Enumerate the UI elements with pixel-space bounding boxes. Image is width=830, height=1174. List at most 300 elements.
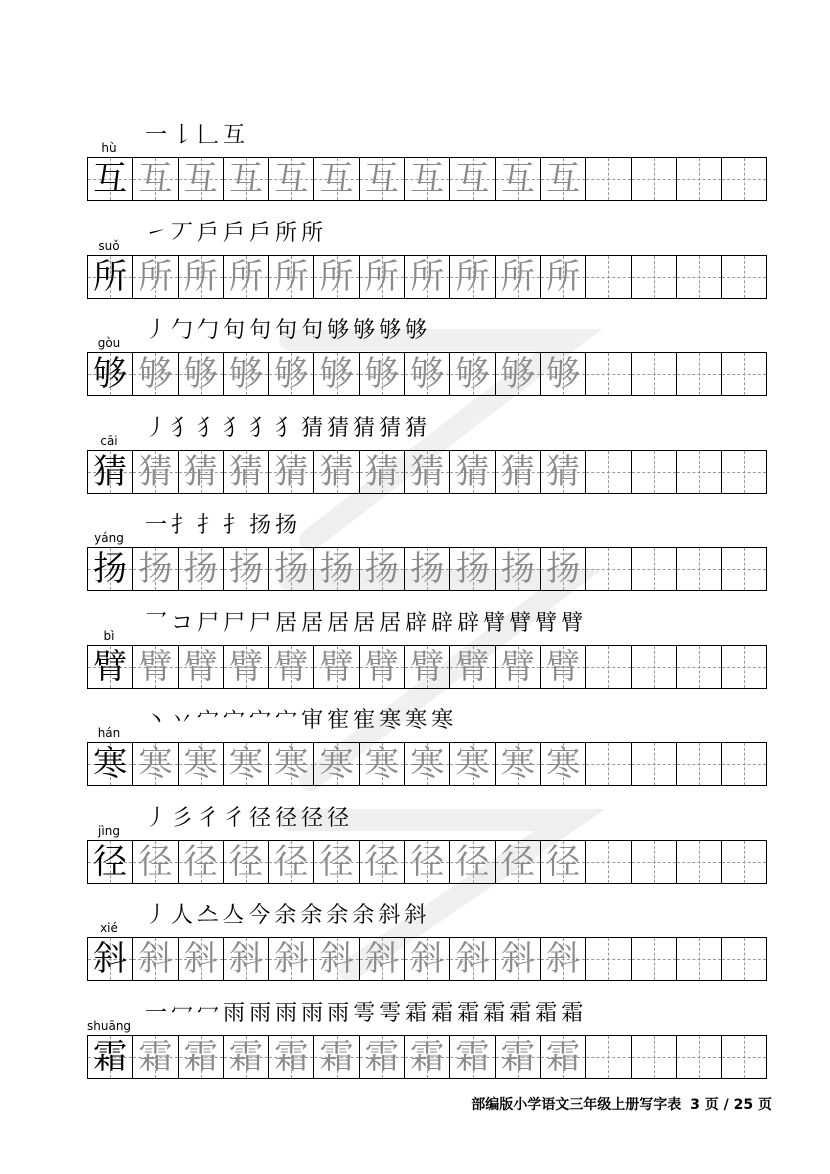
tianzige-grid	[87, 840, 767, 884]
trace-character: 寒	[546, 744, 581, 784]
trace-cell	[496, 841, 541, 883]
trace-character: 猜	[274, 451, 309, 492]
stroke-step: 臂	[535, 610, 558, 636]
trace-cell	[450, 256, 495, 298]
stroke-order	[145, 505, 301, 541]
trace-cell	[405, 938, 450, 980]
trace-cell	[314, 841, 359, 883]
stroke-step: 雨	[327, 1000, 350, 1026]
trace-cell	[360, 548, 405, 590]
trace-cell	[269, 548, 314, 590]
blank-cell	[632, 646, 677, 688]
model-cell	[88, 938, 133, 980]
blank-cell	[632, 841, 677, 883]
stroke-step: 够	[353, 318, 376, 343]
stroke-step: 辟	[405, 610, 428, 636]
stroke-step: 彳	[223, 805, 246, 831]
stroke-step: 雨	[275, 1000, 298, 1026]
character-entry	[87, 700, 767, 790]
tianzige-grid	[87, 450, 767, 494]
trace-cell	[541, 743, 586, 785]
trace-cell	[133, 841, 178, 883]
trace-character: 臂	[274, 646, 309, 687]
trace-character: 径	[229, 841, 264, 882]
stroke-step: 彡	[171, 805, 194, 831]
trace-cell	[541, 451, 586, 493]
trace-character: 臂	[364, 646, 399, 687]
stroke-step: 寉	[353, 708, 376, 733]
stroke-step: 余	[352, 903, 375, 928]
blank-cell	[677, 938, 722, 980]
trace-character: 寒	[274, 744, 309, 784]
trace-character: 斜	[274, 939, 309, 979]
trace-character: 猜	[410, 451, 445, 492]
trace-character: 霜	[410, 1036, 445, 1077]
trace-cell	[496, 353, 541, 395]
trace-cell	[496, 451, 541, 493]
stroke-order	[145, 700, 457, 736]
stroke-order	[145, 993, 587, 1029]
trace-character: 寒	[319, 744, 354, 784]
blank-cell	[722, 548, 766, 590]
stroke-step: 寒	[379, 708, 402, 733]
stroke-step: 霜	[405, 1000, 428, 1026]
trace-character: 所	[183, 256, 218, 297]
stroke-step: 𠄌	[171, 123, 194, 148]
blank-cell	[586, 938, 631, 980]
blank-cell	[677, 256, 722, 298]
trace-cell	[133, 646, 178, 688]
stroke-step: 居	[275, 610, 298, 636]
blank-cell	[677, 646, 722, 688]
stroke-step: 猜	[327, 415, 350, 441]
trace-character: 扬	[410, 549, 445, 589]
trace-cell	[360, 743, 405, 785]
stroke-step: 够	[379, 318, 402, 343]
model-cell	[88, 646, 133, 688]
trace-cell	[360, 1036, 405, 1078]
model-character: 臂	[93, 646, 128, 687]
stroke-step: 雩	[353, 1000, 376, 1026]
stroke-step: 寉	[327, 708, 350, 733]
tianzige-grid	[87, 255, 767, 299]
trace-cell	[179, 451, 224, 493]
model-character: 够	[93, 354, 128, 394]
trace-cell	[269, 451, 314, 493]
stroke-step: 冖	[197, 1000, 220, 1026]
trace-cell	[314, 158, 359, 200]
trace-character: 猜	[546, 451, 581, 492]
stroke-step: 丿	[145, 805, 168, 831]
trace-cell	[133, 548, 178, 590]
stroke-step: 스	[197, 903, 219, 928]
trace-cell	[179, 548, 224, 590]
trace-character: 够	[183, 354, 218, 394]
stroke-step: 犭	[223, 415, 246, 441]
stroke-step: 臂	[483, 610, 506, 636]
trace-character: 霜	[364, 1036, 399, 1077]
trace-cell	[179, 353, 224, 395]
stroke-step: 犭	[171, 415, 194, 441]
trace-character: 臂	[319, 646, 354, 687]
trace-character: 猜	[455, 451, 490, 492]
tianzige-grid	[87, 742, 767, 786]
stroke-step: 一	[145, 513, 168, 538]
trace-character: 互	[546, 159, 581, 199]
character-entry	[87, 993, 767, 1083]
blank-cell	[677, 548, 722, 590]
blank-cell	[632, 938, 677, 980]
trace-cell	[541, 841, 586, 883]
stroke-step: 雩	[379, 1000, 402, 1026]
trace-cell	[405, 451, 450, 493]
footer-title: 部编版小学语文三年级上册写字表	[471, 1097, 682, 1113]
stroke-step: 扌	[171, 513, 194, 538]
trace-cell	[405, 743, 450, 785]
stroke-step: 居	[379, 610, 402, 636]
trace-character: 猜	[500, 451, 535, 492]
trace-cell	[133, 938, 178, 980]
model-cell	[88, 841, 133, 883]
trace-cell	[314, 256, 359, 298]
stroke-step: 霜	[535, 1000, 558, 1026]
trace-character: 斜	[229, 939, 264, 979]
trace-cell	[450, 451, 495, 493]
model-character: 互	[93, 159, 128, 199]
trace-cell	[224, 938, 269, 980]
trace-character: 扬	[229, 549, 264, 589]
stroke-order	[145, 115, 249, 151]
blank-cell	[722, 646, 766, 688]
trace-character: 径	[410, 841, 445, 882]
trace-cell	[133, 1036, 178, 1078]
stroke-step: 霜	[561, 1000, 584, 1026]
blank-cell	[677, 451, 722, 493]
character-entry	[87, 895, 767, 985]
model-cell	[88, 451, 133, 493]
trace-character: 霜	[138, 1036, 173, 1077]
trace-character: 够	[410, 354, 445, 394]
character-entry	[87, 603, 767, 693]
trace-cell	[541, 646, 586, 688]
trace-character: 所	[500, 256, 535, 297]
trace-cell	[269, 743, 314, 785]
stroke-step: 径	[301, 805, 324, 831]
stroke-step: 句	[275, 318, 298, 343]
trace-cell	[450, 646, 495, 688]
trace-cell	[224, 256, 269, 298]
trace-character: 扬	[455, 549, 490, 589]
blank-cell	[632, 1036, 677, 1078]
trace-cell	[269, 938, 314, 980]
stroke-step: 丿	[145, 318, 168, 343]
trace-character: 寒	[138, 744, 173, 784]
trace-character: 径	[546, 841, 581, 882]
stroke-step: 亼	[222, 903, 245, 928]
trace-character: 所	[546, 256, 581, 297]
trace-cell	[496, 548, 541, 590]
stroke-step: 扌	[197, 513, 220, 538]
stroke-step: 宀	[275, 708, 298, 733]
trace-cell	[224, 158, 269, 200]
trace-character: 扬	[183, 549, 218, 589]
trace-cell	[179, 841, 224, 883]
trace-cell	[405, 548, 450, 590]
trace-cell	[405, 158, 450, 200]
stroke-step: 余	[326, 903, 349, 928]
trace-character: 霜	[183, 1036, 218, 1077]
model-cell	[88, 548, 133, 590]
stroke-step: 戶	[223, 220, 246, 246]
stroke-step: 勹	[197, 318, 220, 343]
trace-cell	[224, 1036, 269, 1078]
model-cell	[88, 1036, 133, 1078]
trace-character: 够	[364, 354, 399, 394]
stroke-step: 扬	[275, 513, 298, 538]
blank-cell	[632, 158, 677, 200]
trace-character: 斜	[500, 939, 535, 979]
trace-cell	[496, 938, 541, 980]
trace-character: 霜	[455, 1036, 490, 1077]
stroke-step: 径	[327, 805, 350, 831]
trace-cell	[450, 353, 495, 395]
blank-cell	[632, 353, 677, 395]
blank-cell	[586, 158, 631, 200]
stroke-order	[145, 213, 327, 249]
trace-cell	[314, 353, 359, 395]
trace-cell	[541, 548, 586, 590]
stroke-step: 丷	[171, 708, 194, 733]
stroke-step: 辟	[431, 610, 454, 636]
blank-cell	[632, 743, 677, 785]
trace-cell	[224, 353, 269, 395]
stroke-order	[145, 603, 587, 639]
blank-cell	[677, 353, 722, 395]
stroke-step: 斜	[378, 903, 401, 928]
character-entry	[87, 115, 767, 205]
trace-character: 所	[274, 256, 309, 297]
stroke-step: 猜	[379, 415, 402, 441]
trace-cell	[496, 158, 541, 200]
trace-character: 所	[364, 256, 399, 297]
trace-cell	[179, 256, 224, 298]
trace-character: 径	[455, 841, 490, 882]
trace-cell	[179, 1036, 224, 1078]
trace-character: 臂	[455, 646, 490, 687]
stroke-step: 够	[405, 318, 428, 343]
blank-cell	[586, 451, 631, 493]
model-cell	[88, 158, 133, 200]
blank-cell	[722, 1036, 766, 1078]
trace-character: 扬	[138, 549, 173, 589]
stroke-step: 居	[301, 610, 324, 636]
trace-cell	[360, 646, 405, 688]
pinyin-label: suǒ	[98, 238, 120, 253]
trace-cell	[314, 646, 359, 688]
trace-cell	[496, 256, 541, 298]
stroke-step: 一	[145, 123, 168, 148]
stroke-step: 猜	[301, 415, 324, 441]
blank-cell	[677, 743, 722, 785]
trace-character: 够	[546, 354, 581, 394]
stroke-step: 雨	[223, 1000, 246, 1026]
blank-cell	[722, 451, 766, 493]
blank-cell	[586, 841, 631, 883]
stroke-order	[145, 895, 430, 931]
stroke-step: 审	[301, 708, 324, 733]
character-entry	[87, 505, 767, 595]
trace-character: 寒	[455, 744, 490, 784]
trace-character: 够	[138, 354, 173, 394]
model-cell	[88, 256, 133, 298]
trace-character: 互	[319, 159, 354, 199]
character-entry	[87, 310, 767, 400]
stroke-step: 尸	[197, 610, 220, 636]
trace-character: 寒	[229, 744, 264, 784]
stroke-step: 宀	[223, 708, 246, 733]
trace-character: 霜	[229, 1036, 264, 1077]
trace-cell	[224, 451, 269, 493]
stroke-step: 居	[327, 610, 350, 636]
trace-character: 霜	[319, 1036, 354, 1077]
trace-character: 斜	[138, 939, 173, 979]
trace-character: 寒	[410, 744, 445, 784]
stroke-step: 霜	[431, 1000, 454, 1026]
model-cell	[88, 743, 133, 785]
trace-cell	[314, 451, 359, 493]
trace-cell	[224, 841, 269, 883]
trace-cell	[541, 938, 586, 980]
trace-character: 径	[500, 841, 535, 882]
trace-character: 斜	[183, 939, 218, 979]
blank-cell	[722, 743, 766, 785]
stroke-step: 互	[223, 123, 246, 148]
trace-character: 寒	[364, 744, 399, 784]
stroke-step: 斜	[404, 903, 427, 928]
trace-cell	[133, 158, 178, 200]
model-character: 霜	[93, 1036, 128, 1077]
stroke-step: 宀	[197, 708, 220, 733]
tianzige-grid	[87, 547, 767, 591]
trace-cell	[405, 256, 450, 298]
tianzige-grid	[87, 1035, 767, 1079]
stroke-step: 寒	[431, 708, 454, 733]
stroke-step: 犭	[275, 415, 298, 441]
trace-cell	[314, 548, 359, 590]
trace-character: 径	[319, 841, 354, 882]
model-character: 寒	[93, 744, 128, 784]
trace-character: 径	[183, 841, 218, 882]
trace-cell	[360, 841, 405, 883]
trace-character: 互	[229, 159, 264, 199]
trace-character: 径	[138, 841, 173, 882]
tianzige-grid	[87, 157, 767, 201]
stroke-step: 够	[327, 318, 350, 343]
blank-cell	[586, 646, 631, 688]
trace-character: 径	[364, 841, 399, 882]
trace-character: 扬	[274, 549, 309, 589]
trace-cell	[269, 353, 314, 395]
trace-cell	[179, 646, 224, 688]
trace-character: 斜	[410, 939, 445, 979]
model-character: 扬	[93, 549, 128, 589]
model-cell	[88, 353, 133, 395]
trace-character: 猜	[364, 451, 399, 492]
blank-cell	[632, 451, 677, 493]
stroke-step: 犭	[249, 415, 272, 441]
stroke-step: 猜	[405, 415, 428, 441]
stroke-step: 宀	[249, 708, 272, 733]
stroke-step: 所	[275, 220, 298, 246]
trace-cell	[224, 743, 269, 785]
blank-cell	[722, 841, 766, 883]
tianzige-grid	[87, 937, 767, 981]
stroke-step: 乛	[145, 610, 168, 636]
pinyin-label: jìng	[98, 823, 120, 838]
blank-cell	[677, 1036, 722, 1078]
stroke-step: 一	[145, 1000, 168, 1026]
trace-character: 所	[229, 256, 264, 297]
stroke-step: 寒	[405, 708, 428, 733]
trace-character: 臂	[546, 646, 581, 687]
trace-cell	[314, 1036, 359, 1078]
trace-cell	[224, 646, 269, 688]
stroke-step: 尸	[249, 610, 272, 636]
trace-cell	[269, 646, 314, 688]
stroke-step: 臂	[561, 610, 584, 636]
tianzige-grid	[87, 352, 767, 396]
stroke-order	[145, 798, 353, 834]
trace-cell	[133, 256, 178, 298]
stroke-step: 尸	[223, 610, 246, 636]
trace-cell	[450, 841, 495, 883]
trace-cell	[496, 646, 541, 688]
trace-cell	[133, 451, 178, 493]
stroke-step: 彳	[197, 805, 220, 831]
trace-cell	[179, 938, 224, 980]
blank-cell	[677, 158, 722, 200]
stroke-step: 丆	[171, 220, 194, 246]
trace-cell	[405, 353, 450, 395]
stroke-step: 人	[171, 903, 194, 928]
stroke-step: 居	[353, 610, 376, 636]
pinyin-label: hán	[97, 726, 121, 740]
trace-character: 霜	[546, 1036, 581, 1077]
trace-character: 斜	[364, 939, 399, 979]
trace-cell	[541, 1036, 586, 1078]
trace-character: 霜	[500, 1036, 535, 1077]
stroke-step: 霜	[457, 1000, 480, 1026]
pinyin-label: cāi	[100, 433, 118, 448]
trace-cell	[314, 743, 359, 785]
trace-cell	[450, 938, 495, 980]
blank-cell	[586, 743, 631, 785]
stroke-order	[145, 408, 431, 444]
stroke-step: 勹	[171, 318, 194, 343]
stroke-step: 冖	[171, 1000, 194, 1026]
pinyin-label: shuāng	[87, 1018, 132, 1033]
trace-character: 斜	[455, 939, 490, 979]
stroke-step: 戶	[249, 220, 272, 246]
model-character: 斜	[93, 939, 128, 979]
trace-character: 所	[410, 256, 445, 297]
trace-character: 寒	[500, 744, 535, 784]
trace-cell	[450, 743, 495, 785]
trace-character: 互	[364, 159, 399, 199]
trace-character: 扬	[319, 549, 354, 589]
trace-character: 互	[138, 159, 173, 199]
trace-cell	[360, 353, 405, 395]
